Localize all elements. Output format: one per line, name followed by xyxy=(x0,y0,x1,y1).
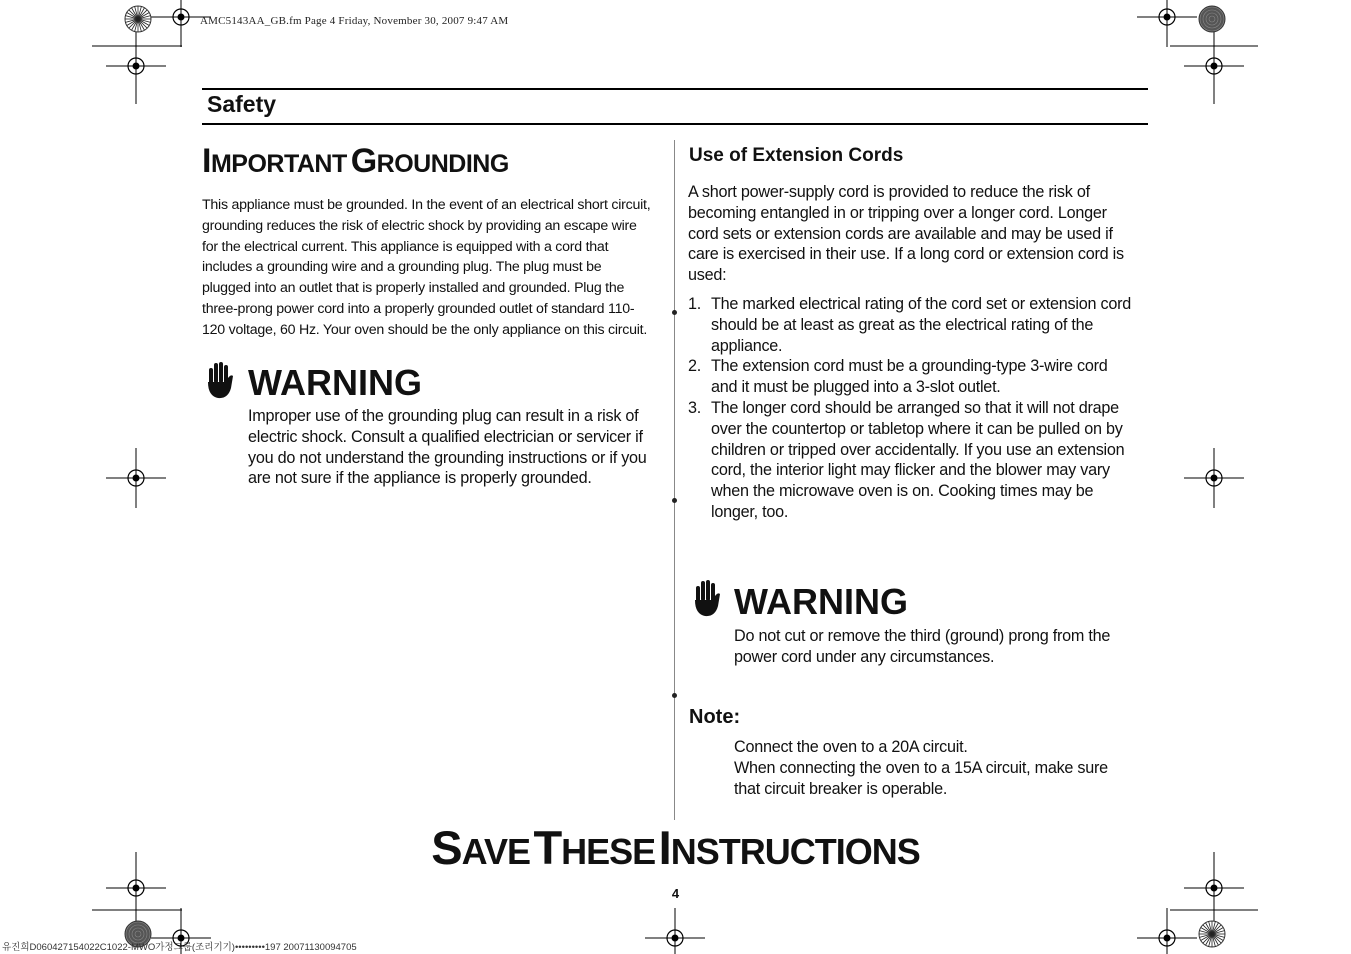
section-rule-top xyxy=(202,88,1148,90)
color-target-icon xyxy=(125,6,151,32)
registration-mark-icon xyxy=(1184,448,1244,508)
paragraph-line: for the electrical current. This appliance is equipped with a cord that xyxy=(202,238,609,255)
paragraph-line: plugged into an outlet that is properly installed and grounded. Plug the xyxy=(202,280,625,297)
registration-mark-icon xyxy=(645,908,705,954)
section-title: Safety xyxy=(207,91,277,117)
registration-mark-icon xyxy=(106,36,166,96)
column-divider xyxy=(674,140,675,820)
color-target-icon xyxy=(1199,921,1225,947)
list-item: 2. The extension cord must be a grounding-type 3-wire cord and it must be plugged into a 3-slot outlet. xyxy=(688,357,1108,397)
print-footer: 유진희D060427154022C1022-MWO가정그룹(조리기기)•••••••••197 20071130094705 xyxy=(2,942,357,953)
warning-text: Improper use of the grounding plug can result in a risk of electric shock. Consult a qualified electrician or servicer if you do not understand the grounding instructions or if you are not sure if the appliance is properly grounded. xyxy=(248,407,647,488)
registration-mark-icon xyxy=(1137,0,1197,47)
section-rule-bottom xyxy=(202,123,1148,125)
paragraph-line: includes a grounding wire and a grounding plug. The plug must be xyxy=(202,259,602,276)
grounding-heading: IMPORTANT GROUNDING xyxy=(202,142,509,180)
registration-mark-icon xyxy=(1184,36,1244,96)
paragraph-line: 120 voltage, 60 Hz. Your oven should be the only appliance on this circuit. xyxy=(202,321,648,338)
list-item: 3. The longer cord should be arranged so that it will not drape over the countertop or tabletop where it can be pulled on by children or tripped over accidentally. If you use an extension cord, the interior light may flicker and the blower may vary when the microwave oven is on. Cooking times may be longer, too. xyxy=(688,398,1125,521)
hand-warning-icon xyxy=(693,580,721,618)
divider-dot xyxy=(672,310,677,315)
divider-dot xyxy=(672,498,677,503)
extension-list xyxy=(688,294,1148,523)
paragraph-line: This appliance must be grounded. In the event of an electrical short circuit, xyxy=(202,197,651,213)
warning-title: WARNING xyxy=(248,362,422,403)
hand-warning-icon xyxy=(206,362,234,400)
extension-heading: Use of Extension Cords xyxy=(689,145,904,166)
grounding-paragraph xyxy=(202,195,672,341)
warning-title: WARNING xyxy=(734,581,908,622)
paragraph-line: three-prong power cord into a properly grounded outlet of standard 110- xyxy=(202,300,635,317)
warning-text: Do not cut or remove the third (ground) prong from the power cord under any circumstances. xyxy=(734,627,1111,666)
extension-intro: A short power-supply cord is provided to reduce the risk of becoming entangled in or tripping over a longer cord. Longer cord sets or extension cords are available and may be used if care is exercised in their use. If a long cord or extension cord is used: xyxy=(688,183,1124,285)
registration-mark-icon xyxy=(106,448,166,508)
color-target-icon xyxy=(1199,6,1225,32)
paragraph-line: grounding reduces the risk of electric shock by providing an escape wire xyxy=(202,217,637,234)
print-header: AMC5143AA_GB.fm Page 4 Friday, November 30, 2007 9:47 AM xyxy=(200,15,509,27)
note-text: Connect the oven to a 20A circuit. When connecting the oven to a 15A circuit, make sure that circuit breaker is operable. xyxy=(734,738,1108,798)
save-instructions-title: SAVE THESE INSTRUCTIONS xyxy=(431,821,920,874)
registration-mark-icon xyxy=(1137,908,1197,954)
list-item: 1. The marked electrical rating of the cord set or extension cord should be at least as great as the electrical rating of the appliance. xyxy=(688,295,1131,355)
page-number: 4 xyxy=(671,886,680,901)
note-heading: Note: xyxy=(689,706,741,728)
divider-dot xyxy=(672,693,677,698)
